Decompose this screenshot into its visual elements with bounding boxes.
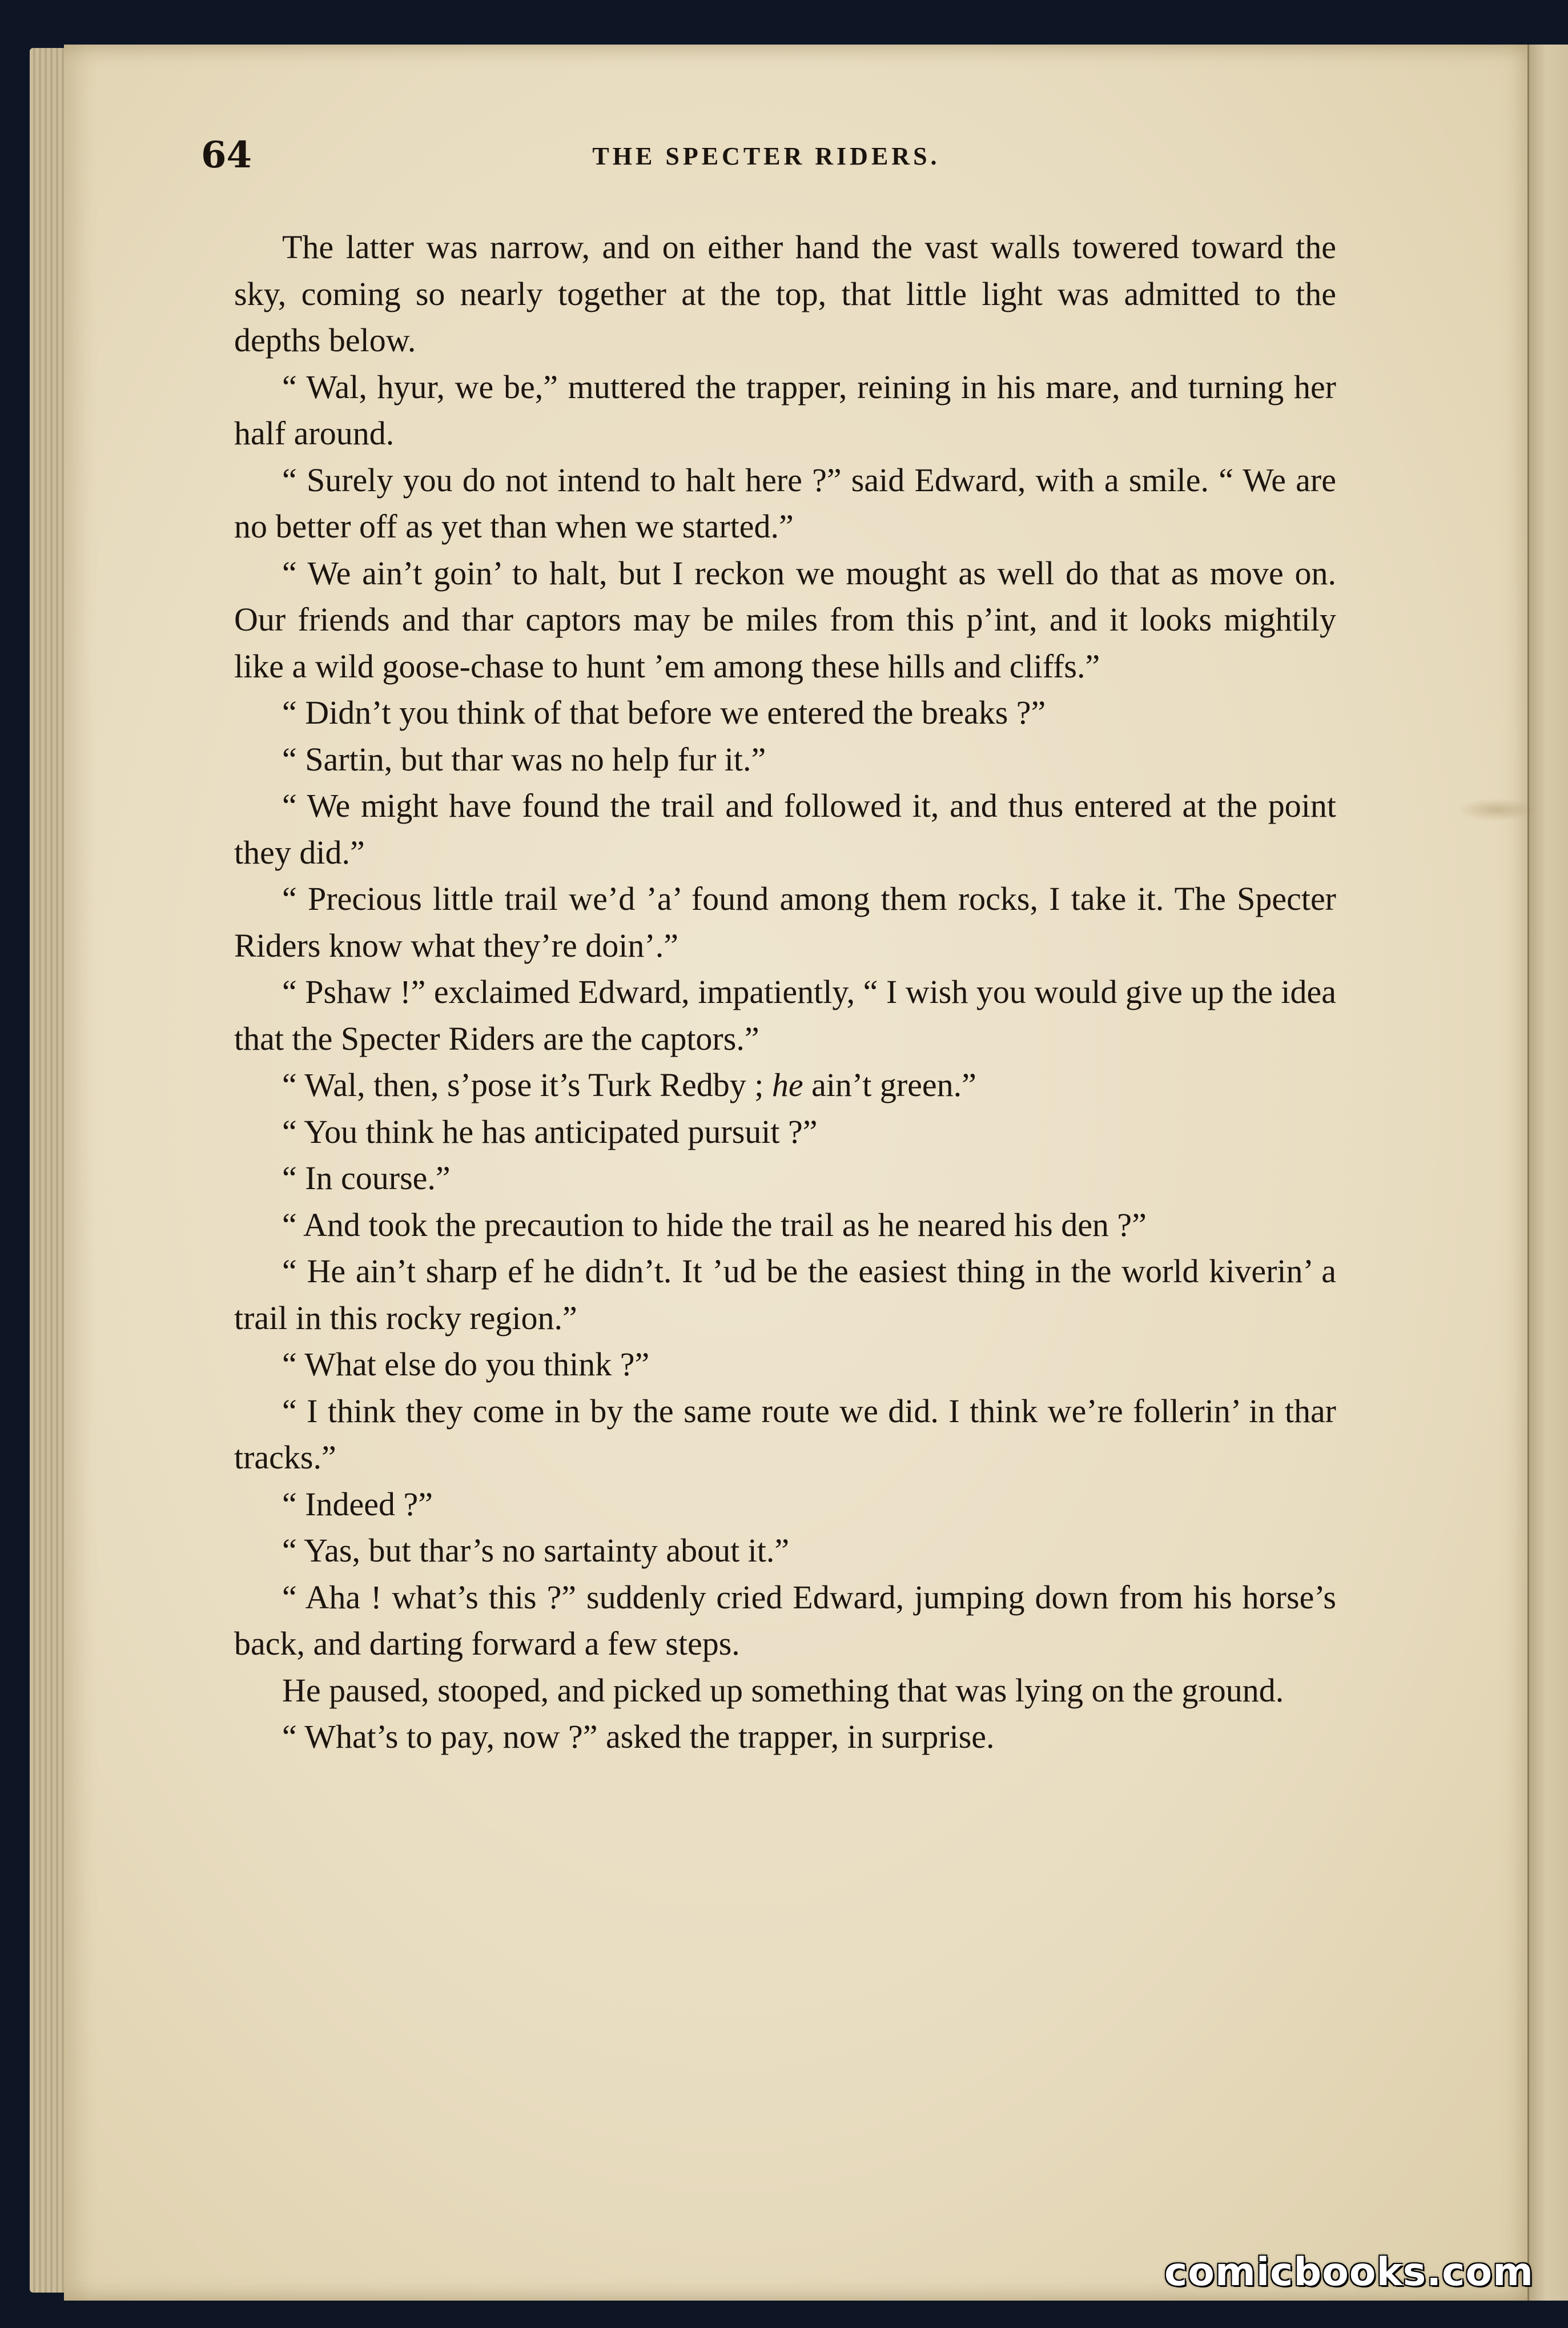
paragraph: He paused, stooped, and picked up something that was lying on the ground. — [282, 1671, 1284, 1709]
body-text — [234, 224, 1336, 1760]
italic-emphasis: he — [771, 1066, 803, 1103]
paragraph: “ Pshaw !” exclaimed Edward, impatiently, “ I wish you would give up the idea that the Specter Riders are the captors.” — [234, 973, 1336, 1057]
paragraph: “ Precious little trail we’d ’a’ found among them rocks, I take it. The Specter Riders know what they’re doin’.” — [234, 880, 1336, 964]
paragraph: “ Aha ! what’s this ?” suddenly cried Edward, jumping down from his horse’s back, and darting forward a few steps. — [234, 1578, 1336, 1662]
paragraph-with-italic — [234, 1062, 1336, 1109]
watermark-logo: comicbooks.com — [1164, 2250, 1534, 2295]
paragraph: “ We ain’t goin’ to halt, but I reckon we mought as well do that as move on. Our friends and thar captors may be miles from this p’int, and it looks mightily like a wild goose-chase to hunt ’em among these hills and cliffs.” — [234, 554, 1336, 685]
paragraph: The latter was narrow, and on either hand the vast walls towered toward the sky, coming so nearly together at the top, that little light was admitted to the depths below. — [234, 228, 1336, 359]
paragraph: “ In course.” — [282, 1159, 451, 1197]
paragraph: “ Yas, but thar’s no sartainty about it.” — [282, 1532, 790, 1569]
page-gutter — [1527, 45, 1568, 2301]
paragraph: “ Didn’t you think of that before we entered the breaks ?” — [282, 694, 1046, 731]
paragraph: “ I think they come in by the same route we did. I think we’re follerin’ in thar tracks.” — [234, 1392, 1336, 1476]
paragraph: “ What else do you think ?” — [282, 1346, 650, 1383]
paragraph: “ And took the precaution to hide the trail as he neared his den ?” — [282, 1206, 1147, 1243]
paragraph: “ He ain’t sharp ef he didn’t. It ’ud be the easiest thing in the world kiverin’ a trail in this rocky region.” — [234, 1253, 1336, 1336]
paragraph: “ Sartin, but thar was no help fur it.” — [282, 740, 766, 778]
running-title: THE SPECTER RIDERS. — [592, 142, 940, 170]
paragraph: “ We might have found the trail and followed it, and thus entered at the point they did.” — [234, 787, 1336, 871]
paragraph: “ Wal, hyur, we be,” muttered the trapper, reining in his mare, and turning her half around. — [234, 368, 1336, 452]
paragraph: “ Indeed ?” — [282, 1485, 433, 1523]
paper-stain — [1457, 798, 1537, 821]
paragraph-text-before: “ Wal, then, s’pose it’s Turk Redby ; — [282, 1066, 772, 1103]
paragraph-text-after: ain’t green.” — [803, 1066, 976, 1103]
paragraph: “ You think he has anticipated pursuit ?” — [282, 1113, 818, 1150]
page-number: 64 — [201, 134, 252, 176]
page-header — [201, 133, 1332, 184]
paragraph: “ What’s to pay, now ?” asked the trapper, in surprise. — [282, 1718, 995, 1755]
paragraph: “ Surely you do not intend to halt here ?” said Edward, with a smile. “ We are no better off as yet than when we started.” — [234, 461, 1336, 545]
